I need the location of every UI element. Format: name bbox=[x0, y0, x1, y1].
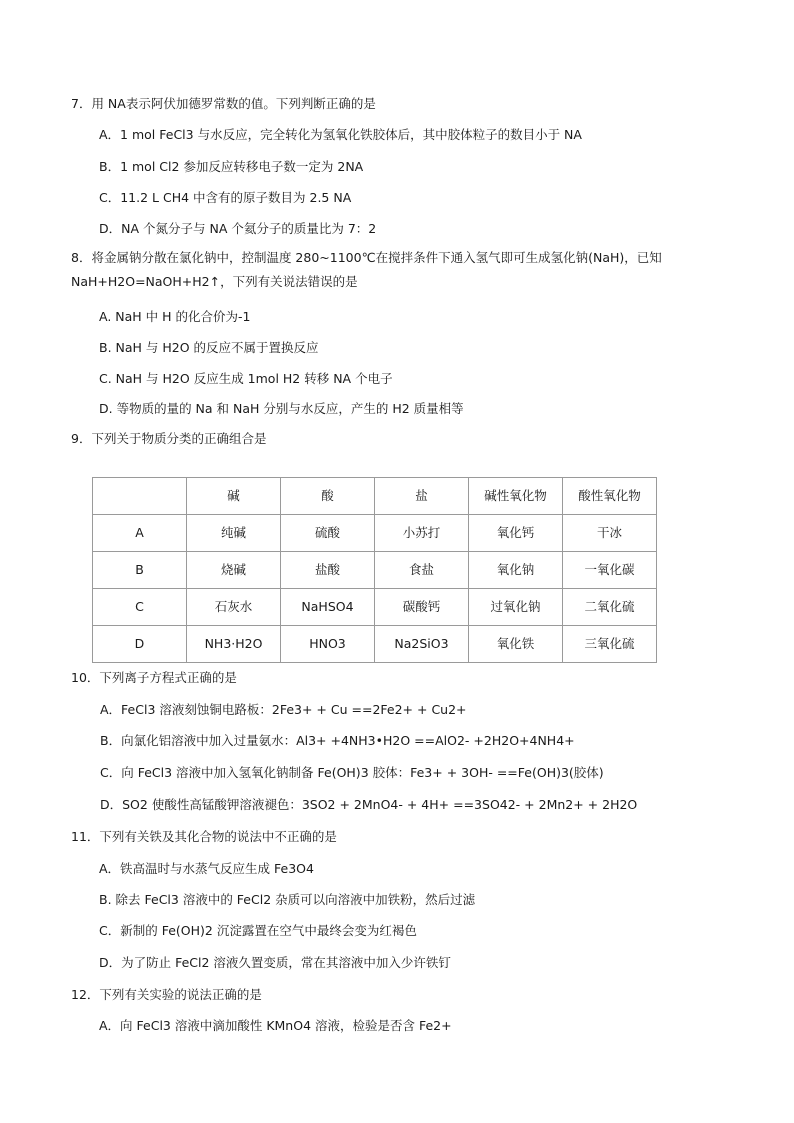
table-header-cell bbox=[93, 478, 187, 515]
q7-option-d: D．NA 个氮分子与 NA 个氦分子的质量比为 7：2 bbox=[99, 221, 377, 236]
table-cell: B bbox=[93, 552, 187, 589]
table-header-cell: 碱性氧化物 bbox=[469, 478, 563, 515]
q11-option-d: D．为了防止 FeCl2 溶液久置变质，常在其溶液中加入少许铁钉 bbox=[99, 955, 451, 970]
table-cell: 氧化铁 bbox=[469, 626, 563, 663]
q7-option-a: A．1 mol FeCl3 与水反应，完全转化为氢氧化铁胶体后，其中胶体粒子的数目小于 NA bbox=[99, 127, 582, 142]
table-header-cell: 酸 bbox=[281, 478, 375, 515]
table-row bbox=[93, 589, 657, 626]
table-row bbox=[93, 552, 657, 589]
q10-option-b: B．向氯化铝溶液中加入过量氨水：Al3+ +4NH3•H2O ==AlO2- +2H2O+4NH4+ bbox=[100, 733, 575, 748]
table-row bbox=[93, 626, 657, 663]
table-cell: 过氧化钠 bbox=[469, 589, 563, 626]
q11-option-a: A．铁高温时与水蒸气反应生成 Fe3O4 bbox=[99, 861, 314, 876]
table-cell: 碳酸钙 bbox=[375, 589, 469, 626]
table-cell: 盐酸 bbox=[281, 552, 375, 589]
table-cell: 食盐 bbox=[375, 552, 469, 589]
table-cell: 氧化钙 bbox=[469, 515, 563, 552]
table-cell: A bbox=[93, 515, 187, 552]
table-cell: NaHSO4 bbox=[281, 589, 375, 626]
table-cell: NH3·H2O bbox=[187, 626, 281, 663]
q9-stem: 9．下列关于物质分类的正确组合是 bbox=[71, 431, 267, 446]
table-header-cell: 酸性氧化物 bbox=[563, 478, 657, 515]
table-row bbox=[93, 515, 657, 552]
classification-table bbox=[92, 477, 657, 663]
table-header-cell: 盐 bbox=[375, 478, 469, 515]
q7-stem: 7．用 NA表示阿伏加德罗常数的值。下列判断正确的是 bbox=[71, 96, 376, 111]
q8-stem-line2: NaH+H2O=NaOH+H2↑，下列有关说法错误的是 bbox=[71, 274, 358, 289]
table-cell: 石灰水 bbox=[187, 589, 281, 626]
q8-option-d: D. 等物质的量的 Na 和 NaH 分别与水反应，产生的 H2 质量相等 bbox=[99, 401, 464, 416]
q12-option-a: A．向 FeCl3 溶液中滴加酸性 KMnO4 溶液，检验是否含 Fe2+ bbox=[99, 1018, 452, 1033]
table-cell: D bbox=[93, 626, 187, 663]
table-cell: Na2SiO3 bbox=[375, 626, 469, 663]
q10-option-a: A．FeCl3 溶液刻蚀铜电路板：2Fe3+ + Cu ==2Fe2+ + Cu2+ bbox=[100, 702, 467, 717]
q10-stem: 10．下列离子方程式正确的是 bbox=[71, 670, 237, 685]
q11-option-b: B. 除去 FeCl3 溶液中的 FeCl2 杂质可以向溶液中加铁粉，然后过滤 bbox=[99, 892, 476, 907]
table-header-row bbox=[93, 478, 657, 515]
q8-option-b: B. NaH 与 H2O 的反应不属于置换反应 bbox=[99, 340, 319, 355]
table-header-cell: 碱 bbox=[187, 478, 281, 515]
q8-option-a: A. NaH 中 H 的化合价为-1 bbox=[99, 309, 251, 324]
q8-option-c: C. NaH 与 H2O 反应生成 1mol H2 转移 NA 个电子 bbox=[99, 371, 393, 386]
q7-option-b: B．1 mol Cl2 参加反应转移电子数一定为 2NA bbox=[99, 159, 364, 174]
q10-option-d: D．SO2 使酸性高锰酸钾溶液褪色：3SO2 + 2MnO4- + 4H+ ==3SO42- + 2Mn2+ + 2H2O bbox=[100, 797, 638, 812]
table-cell: 硫酸 bbox=[281, 515, 375, 552]
q10-option-c: C．向 FeCl3 溶液中加入氢氧化钠制备 Fe(OH)3 胶体：Fe3+ + 3OH- ==Fe(OH)3(胶体) bbox=[100, 765, 604, 780]
table-cell: 二氧化硫 bbox=[563, 589, 657, 626]
q11-option-c: C．新制的 Fe(OH)2 沉淀露置在空气中最终会变为红褐色 bbox=[99, 923, 417, 938]
table-cell: 一氧化碳 bbox=[563, 552, 657, 589]
q11-stem: 11．下列有关铁及其化合物的说法中不正确的是 bbox=[71, 829, 337, 844]
table-cell: 氧化钠 bbox=[469, 552, 563, 589]
q7-option-c: C．11.2 L CH4 中含有的原子数目为 2.5 NA bbox=[99, 190, 352, 205]
table-cell: 三氧化硫 bbox=[563, 626, 657, 663]
q8-stem-line1: 8．将金属钠分散在氯化钠中，控制温度 280~1100℃在搅拌条件下通入氢气即可生成氢化钠(NaH)，已知 bbox=[71, 250, 662, 265]
table-cell: 小苏打 bbox=[375, 515, 469, 552]
table-cell: 烧碱 bbox=[187, 552, 281, 589]
table-cell: 干冰 bbox=[563, 515, 657, 552]
table-cell: C bbox=[93, 589, 187, 626]
q12-stem: 12．下列有关实验的说法正确的是 bbox=[71, 987, 262, 1002]
table-cell: HNO3 bbox=[281, 626, 375, 663]
table-cell: 纯碱 bbox=[187, 515, 281, 552]
